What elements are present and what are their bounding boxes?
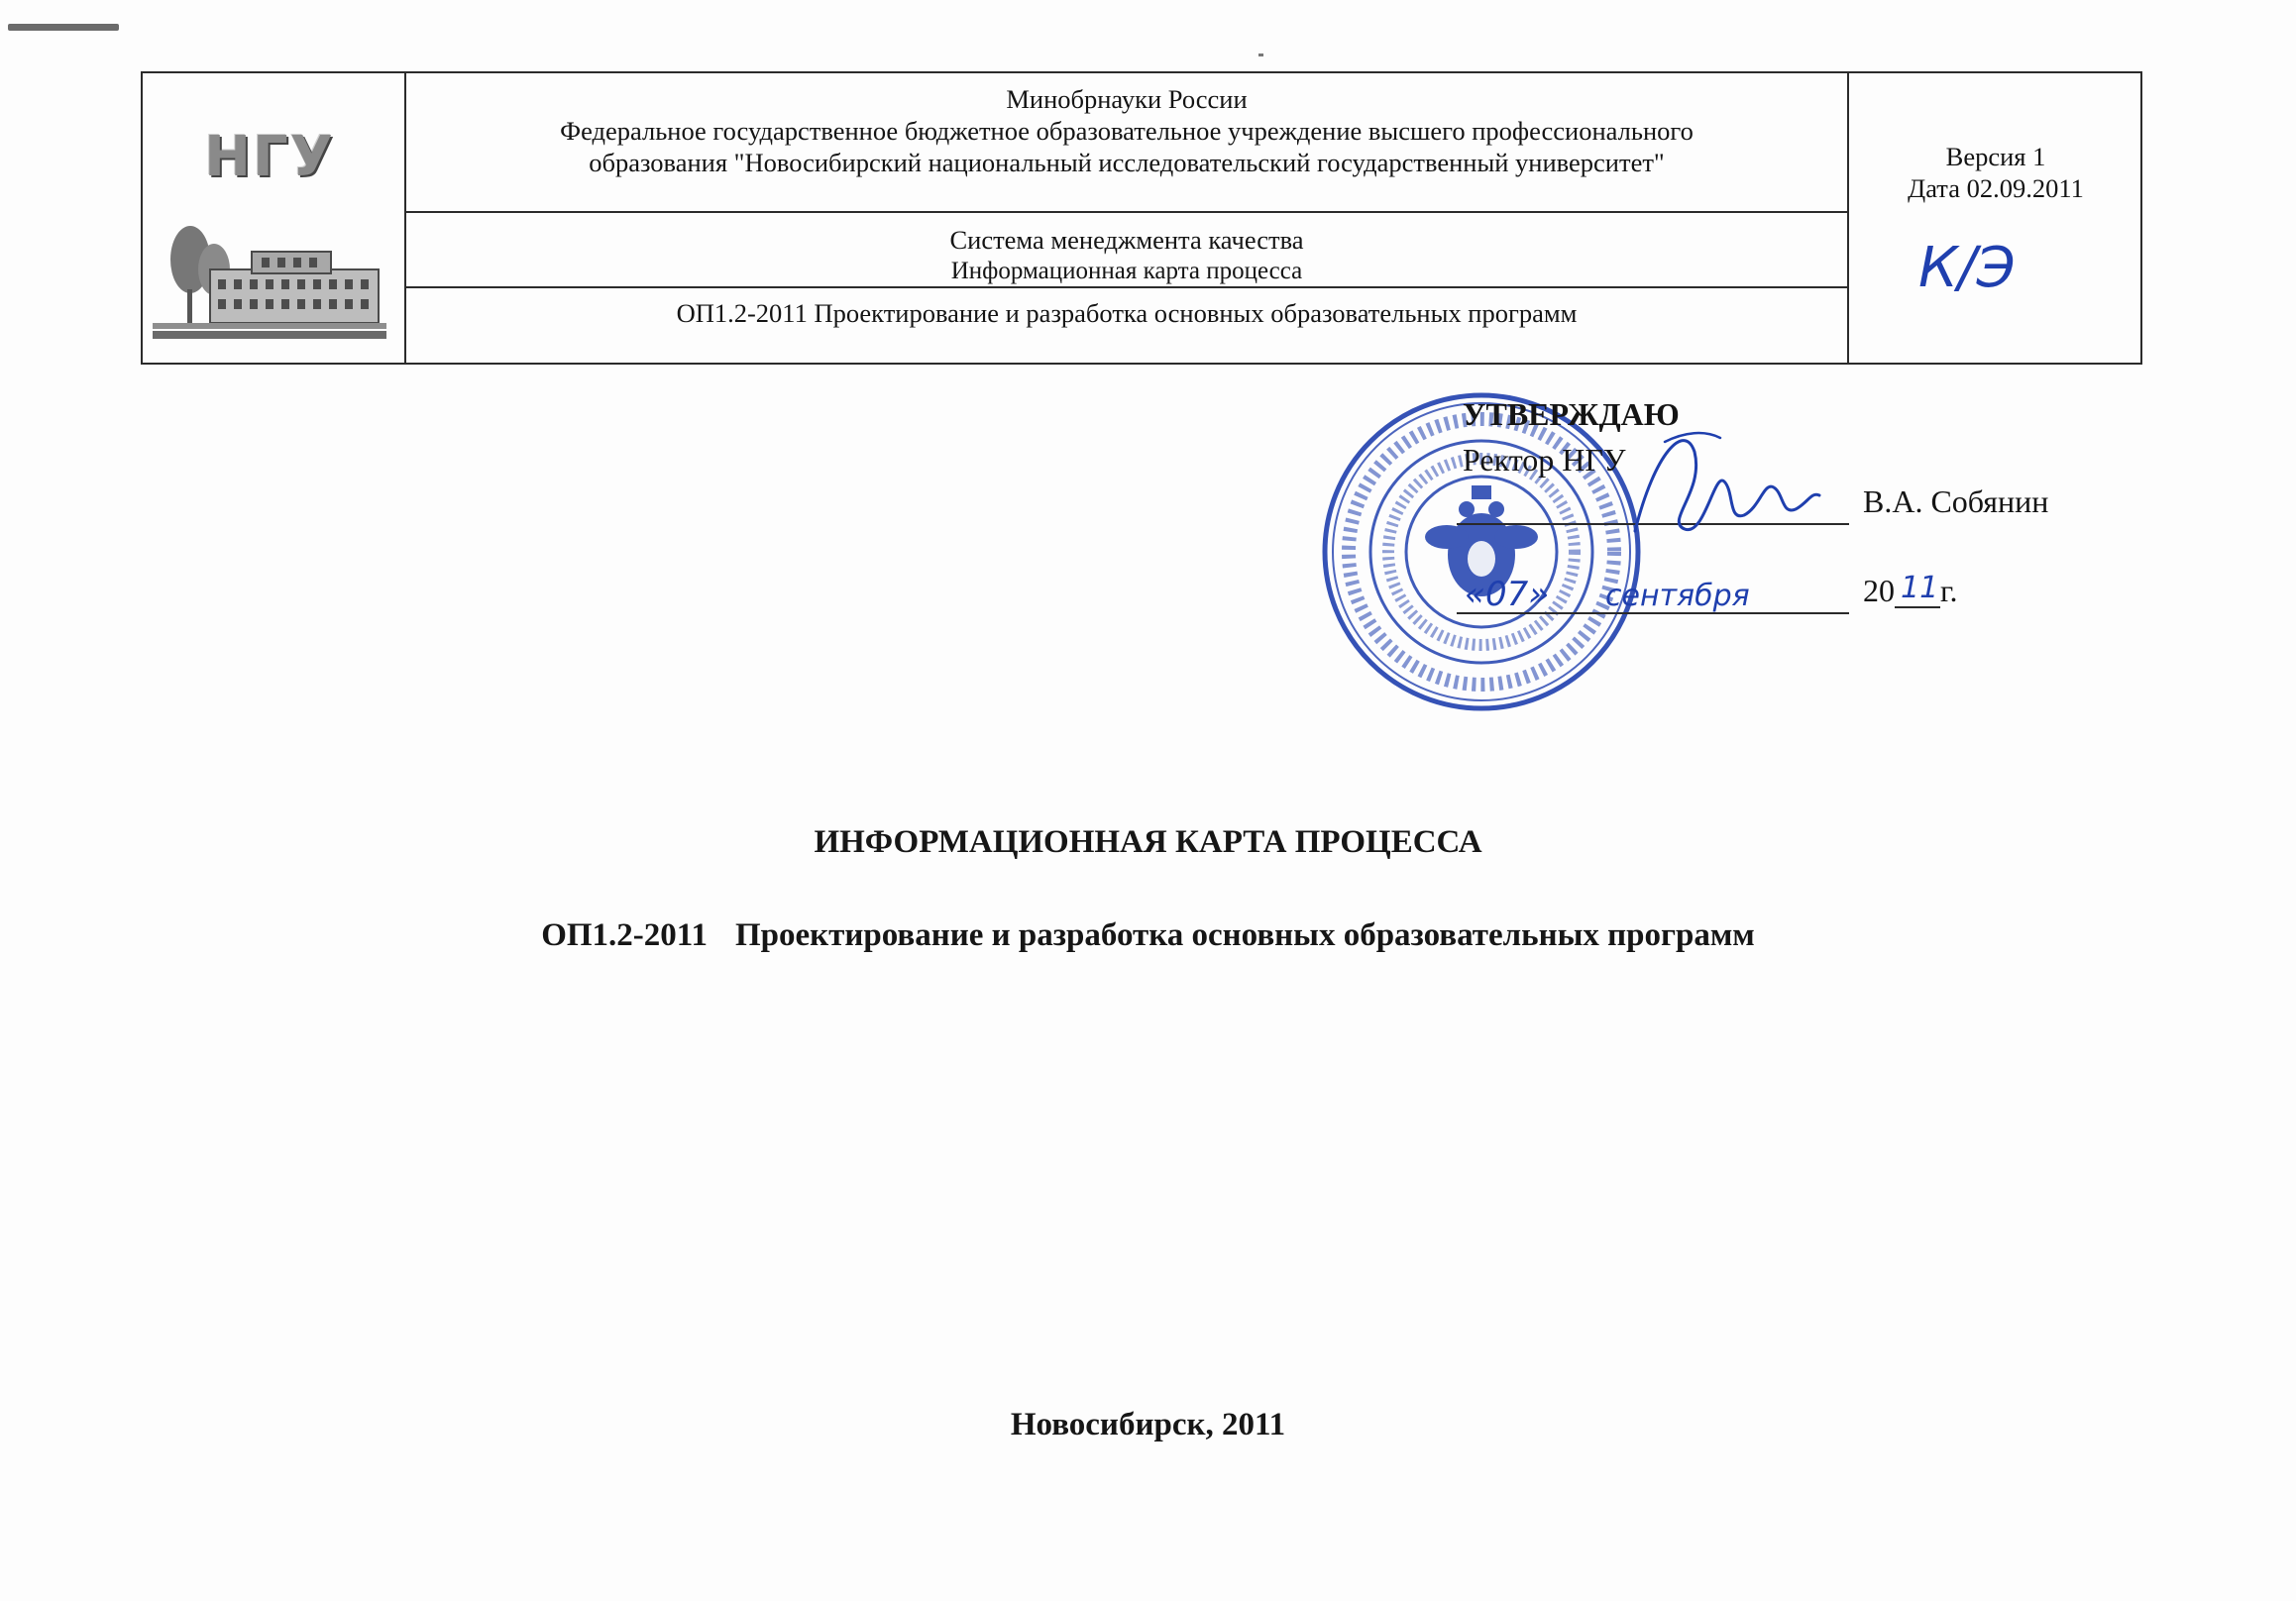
city-year: Новосибирск, 2011 [1010,1407,1286,1442]
year-unit: г. [1940,573,1958,608]
approval-year-block [1863,573,1958,608]
process-name: Проектирование и разработка основных образовательных программ [734,917,1755,953]
process-code: ОП1.2-2011 [541,917,708,953]
rector-signature [1625,412,1823,551]
ministry-label: Минобрнауки России [1006,84,1248,114]
process-heading [0,917,2296,954]
qms-label: Система менеджмента качества [949,225,1304,255]
table-divider [1847,73,1849,363]
approval-month: сентября [1605,579,1750,613]
process-title: ОП1.2-2011 Проектирование и разработка основных образовательных программ [676,298,1578,328]
table-divider [406,211,1847,213]
date-label: Дата 02.09.2011 [1908,173,2084,203]
year-prefix: 20 [1863,573,1895,608]
document-header-table [141,71,2142,365]
year-blank [1895,571,1940,608]
logo-text: НГУ [204,125,335,189]
official-seal [1318,388,1645,715]
handwritten-mark: К/Э [1918,236,2016,300]
rector-name: В.А. Собянин [1863,483,2049,519]
approval-heading: УТВЕРЖДАЮ [1463,396,1680,432]
version-label: Версия 1 [1945,142,2046,171]
scan-artifact [1258,53,1263,56]
year-suffix: 11 [1901,571,1939,605]
approval-day: «07» [1465,575,1550,614]
document-type-label: Информационная карта процесса [950,258,1303,284]
document-title: ИНФОРМАЦИОННАЯ КАРТА ПРОЦЕССА [814,824,1482,860]
rector-label: Ректор НГУ [1463,442,1626,478]
institution-line-1: Федеральное государственное бюджетное образовательное учреждение высшего профессионального [560,116,1694,146]
university-logo [153,121,386,349]
scan-artifact [8,24,119,31]
university-building-icon [153,121,386,349]
institution-line-2: образования "Новосибирский национальный исследовательский государственный университет" [589,148,1665,177]
